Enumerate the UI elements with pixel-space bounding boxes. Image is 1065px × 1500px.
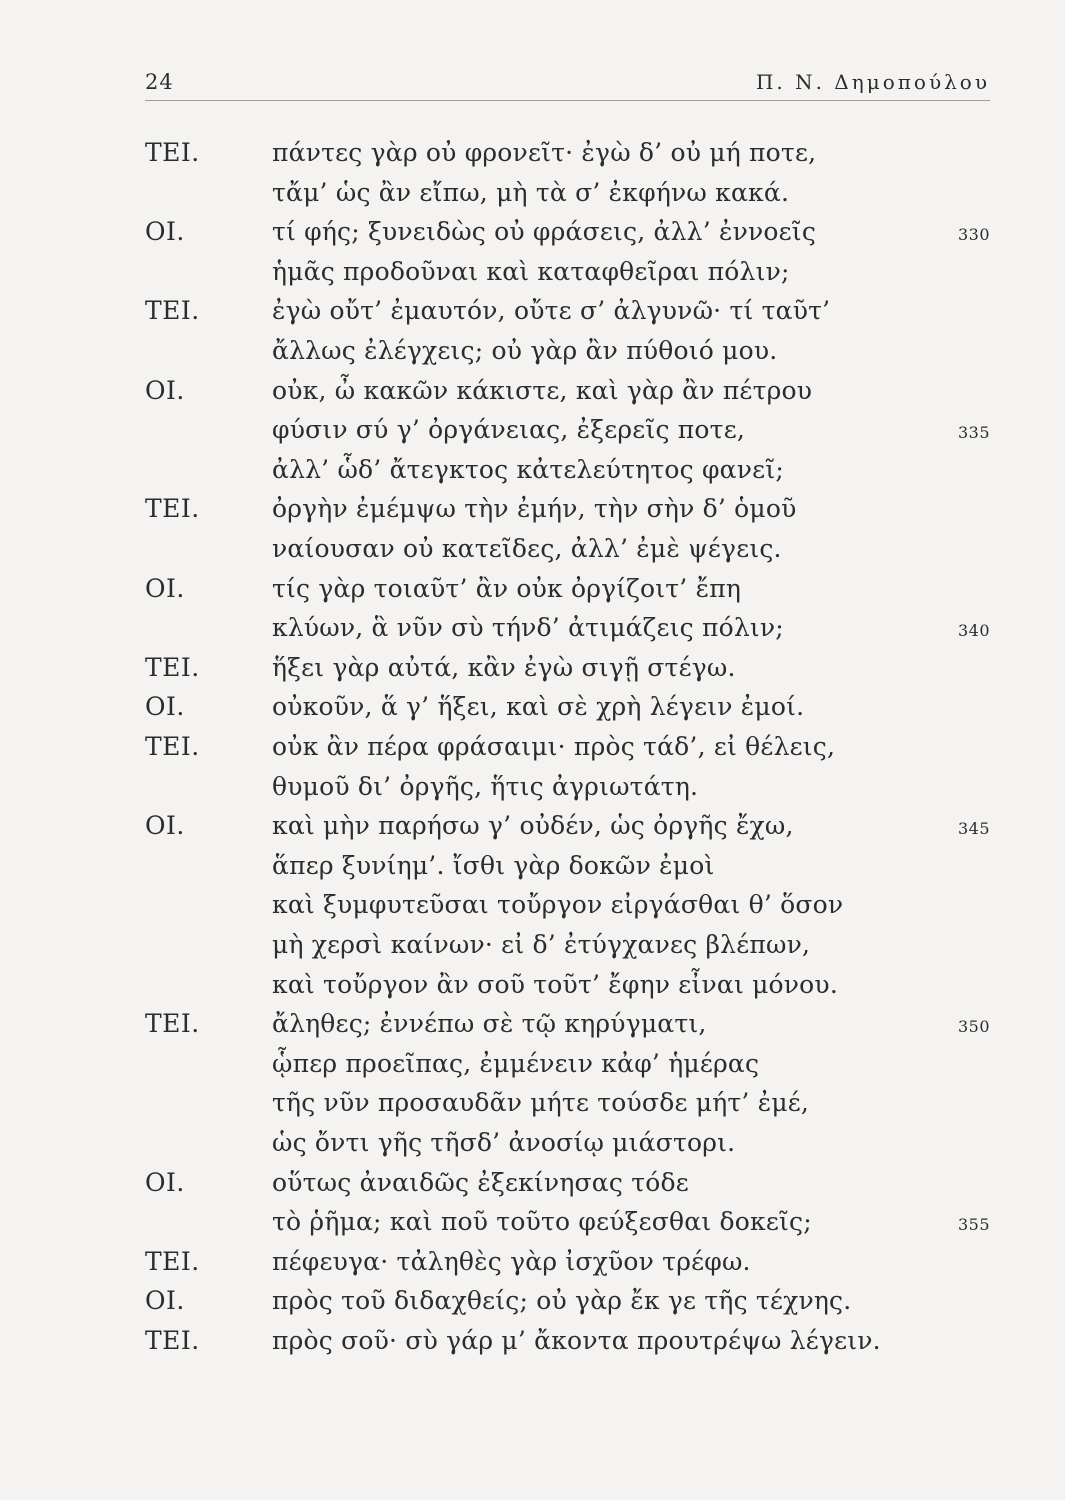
speaker-label: ΟΙ. (145, 574, 185, 603)
verse-line (0, 217, 1065, 259)
verse-line (0, 970, 1065, 1012)
verse-line (0, 1247, 1065, 1289)
verse-line (0, 1009, 1065, 1051)
verse-line (0, 1286, 1065, 1328)
verse-text: ἐγὼ οὔτ’ ἐμαυτόν, οὔτε σ’ ἀλγυνῶ· τί ταῦτ’ (272, 296, 831, 325)
verse-text: πρὸς σοῦ· σὺ γάρ μ’ ἄκοντα προυτρέψω λέγειν. (272, 1326, 881, 1355)
verse-line (0, 613, 1065, 655)
line-number: 340 (957, 621, 990, 640)
speaker-label: ΤΕΙ. (145, 296, 200, 325)
running-head: Π. Ν. Δημοπούλου (755, 70, 990, 94)
verse-text: ναίουσαν οὐ κατεῖδες, ἀλλ’ ἐμὲ ψέγεις. (272, 534, 782, 563)
verse-text: θυμοῦ δι’ ὀργῆς, ἥτις ἀγριωτάτη. (272, 772, 699, 801)
speaker-label: ΤΕΙ. (145, 732, 200, 761)
verse-text: οὐκοῦν, ἅ γ’ ἥξει, καὶ σὲ χρὴ λέγειν ἐμοί. (272, 692, 805, 721)
verse-text: πέφευγα· τἀληθὲς γὰρ ἰσχῦον τρέφω. (272, 1247, 751, 1276)
verse-text: φύσιν σύ γ’ ὀργάνειας, ἐξερεῖς ποτε, (272, 415, 746, 444)
verse-line (0, 455, 1065, 497)
verse-line (0, 653, 1065, 695)
verse-text: ἅπερ ξυνίημ’. ἴσθι γὰρ δοκῶν ἐμοὶ (272, 851, 715, 880)
verse-line (0, 1088, 1065, 1130)
speaker-label: ΤΕΙ. (145, 138, 200, 167)
verse-line (0, 534, 1065, 576)
line-number: 335 (957, 423, 990, 442)
verse-text: πρὸς τοῦ διδαχθείς; οὐ γὰρ ἔκ γε τῆς τέχνης. (272, 1286, 852, 1315)
verse-line (0, 415, 1065, 457)
verse-line (0, 890, 1065, 932)
verse-line (0, 1207, 1065, 1249)
speaker-label: ΟΙ. (145, 811, 185, 840)
verse-line (0, 296, 1065, 338)
speaker-label: ΟΙ. (145, 376, 185, 405)
verse-text: κλύων, ἃ νῦν σὺ τήνδ’ ἀτιμάζεις πόλιν; (272, 613, 784, 642)
verse-line (0, 851, 1065, 893)
verse-text: καὶ μὴν παρήσω γ’ οὐδέν, ὡς ὀργῆς ἔχω, (272, 811, 794, 840)
header-rule (145, 100, 990, 101)
verse-line (0, 772, 1065, 814)
page-number: 24 (145, 70, 174, 94)
verse-text: ἀλλ’ ὧδ’ ἄτεγκτος κἀτελεύτητος φανεῖ; (272, 455, 784, 484)
verse-text: οὐκ ἂν πέρα φράσαιμι· πρὸς τάδ’, εἰ θέλεις, (272, 732, 836, 761)
speaker-label: ΤΕΙ. (145, 1326, 200, 1355)
verse-line (0, 692, 1065, 734)
speaker-label: ΟΙ. (145, 692, 185, 721)
verse-line (0, 138, 1065, 180)
verse-line (0, 178, 1065, 220)
verse-text: οὕτως ἀναιδῶς ἐξεκίνησας τόδε (272, 1168, 689, 1197)
verse-line (0, 1168, 1065, 1210)
speaker-label: ΤΕΙ. (145, 494, 200, 523)
verse-line (0, 336, 1065, 378)
speaker-label: ΟΙ. (145, 1168, 185, 1197)
verse-line (0, 494, 1065, 536)
verse-line (0, 376, 1065, 418)
verse-text: τὸ ῥῆμα; καὶ ποῦ τοῦτο φεύξεσθαι δοκεῖς; (272, 1207, 812, 1236)
verse-text: μὴ χερσὶ καίνων· εἰ δ’ ἐτύγχανες βλέπων, (272, 930, 811, 959)
verse-text: ἄλλως ἐλέγχεις; οὐ γὰρ ἂν πύθοιό μου. (272, 336, 778, 365)
verse-line (0, 732, 1065, 774)
verse-text: καὶ τοὔργον ἂν σοῦ τοῦτ’ ἔφην εἶναι μόνου. (272, 970, 838, 999)
verse-text: τί φής; ξυνειδὼς οὐ φράσεις, ἀλλ’ ἐννοεῖς (272, 217, 817, 246)
verse-text: τἄμ’ ὡς ἂν εἴπω, μὴ τὰ σ’ ἐκφήνω κακά. (272, 178, 790, 207)
verse-line (0, 811, 1065, 853)
verse-text: οὐκ, ὦ κακῶν κάκιστε, καὶ γὰρ ἂν πέτρου (272, 376, 813, 405)
verse-text: ὀργὴν ἐμέμψω τὴν ἐμήν, τὴν σὴν δ’ ὁμοῦ (272, 494, 797, 523)
verse-text: ἄληθες; ἐννέπω σὲ τῷ κηρύγματι, (272, 1009, 707, 1038)
speaker-label: ΟΙ. (145, 1286, 185, 1315)
verse-text: ὡς ὄντι γῆς τῆσδ’ ἀνοσίῳ μιάστορι. (272, 1128, 736, 1157)
verse-line (0, 1128, 1065, 1170)
verse-text: ᾧπερ προεῖπας, ἐμμένειν κἀφ’ ἡμέρας (272, 1049, 760, 1078)
verse-text: καὶ ξυμφυτεῦσαι τοὔργον εἰργάσθαι θ’ ὅσον (272, 890, 844, 919)
verse-line (0, 257, 1065, 299)
verse-text: πάντες γὰρ οὐ φρονεῖτ· ἐγὼ δ’ οὐ μή ποτε, (272, 138, 817, 167)
speaker-label: ΟΙ. (145, 217, 185, 246)
line-number: 330 (957, 225, 990, 244)
verse-text: τίς γὰρ τοιαῦτ’ ἂν οὐκ ὀργίζοιτ’ ἔπη (272, 574, 742, 603)
line-number: 355 (957, 1215, 990, 1234)
verse-text: ἥξει γὰρ αὐτά, κἂν ἐγὼ σιγῇ στέγω. (272, 653, 736, 682)
line-number: 345 (957, 819, 990, 838)
line-number: 350 (957, 1017, 990, 1036)
speaker-label: ΤΕΙ. (145, 1009, 200, 1038)
verse-line (0, 930, 1065, 972)
verse-line (0, 1326, 1065, 1368)
verse-line (0, 1049, 1065, 1091)
verse-text: ἡμᾶς προδοῦναι καὶ καταφθεῖραι πόλιν; (272, 257, 790, 286)
verse-text: τῆς νῦν προσαυδᾶν μήτε τούσδε μήτ’ ἐμέ, (272, 1088, 810, 1117)
speaker-label: ΤΕΙ. (145, 1247, 200, 1276)
speaker-label: ΤΕΙ. (145, 653, 200, 682)
verse-line (0, 574, 1065, 616)
page-header (145, 70, 990, 100)
